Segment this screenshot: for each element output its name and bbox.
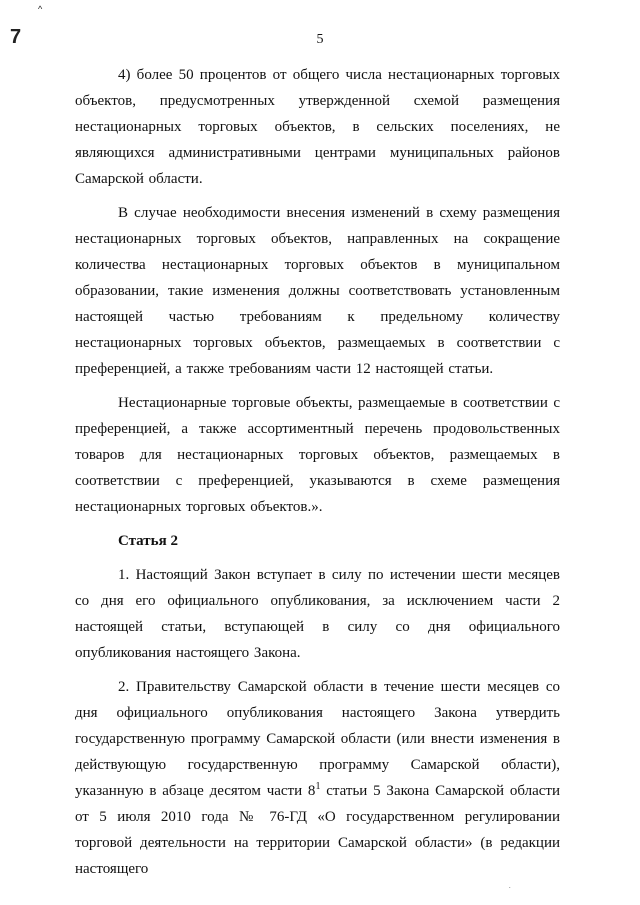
document-body	[75, 62, 560, 882]
paragraph-entry-into-force: 1. Настоящий Закон вступает в силу по истечении шести месяцев со дня его официального опубликования, за исключением части 2 настоящей статьи, вступающей в силу со дня официального опубликования настоящего Закона.	[75, 567, 560, 661]
paragraph-government-program-end: статьи 5 Закона Самарской области от 5 июля 2010 года № 76-ГД «О государственном регулировании торговой деятельности на территории Самарской области» (в редакции настоящего	[75, 783, 560, 877]
page-number: 5	[316, 32, 324, 47]
scan-mark-top: ^	[38, 4, 43, 14]
scan-mark-left: 7	[10, 26, 22, 48]
paragraph-preference-objects: Нестационарные торговые объекты, размещаемые в соответствии с преференцией, а также ассортиментный перечень продовольственных товаров для нестационарных торговых объектов, размещаемых в соответствии с преференцией, указываются в схеме размещения нестационарных торговых объектов.».	[75, 395, 560, 515]
scan-mark-bottom: .	[509, 884, 511, 890]
paragraph-amendment-requirements: В случае необходимости внесения изменений в схему размещения нестационарных торговых объектов, направленных на сокращение количества нестационарных торговых объектов в муниципальном образовании, такие изменения должны соответствовать установленным настоящей частью требованиям к предельному количеству нестационарных торговых объектов, размещаемых в соответствии с преференцией, а также требованиям части 12 настоящей статьи.	[75, 205, 560, 377]
paragraph-government-program	[75, 674, 560, 882]
article-heading: Статья 2	[118, 533, 178, 549]
paragraph-government-program-start: 2. Правительству Самарской области в течение шести месяцев со дня официального опубликования настоящего Закона утвердить государственную программу Самарской области (или внести изменения в действующую государственную программу Самарской области), указанную в абзаце десятом части 8	[75, 679, 560, 799]
superscript-index: 1	[315, 781, 321, 792]
paragraph-item-4: 4) более 50 процентов от общего числа нестационарных торговых объектов, предусмотренных утвержденной схемой размещения нестационарных торговых объектов, в сельских поселениях, не являющихся административными центрами муниципальных районов Самарской области.	[75, 67, 560, 187]
